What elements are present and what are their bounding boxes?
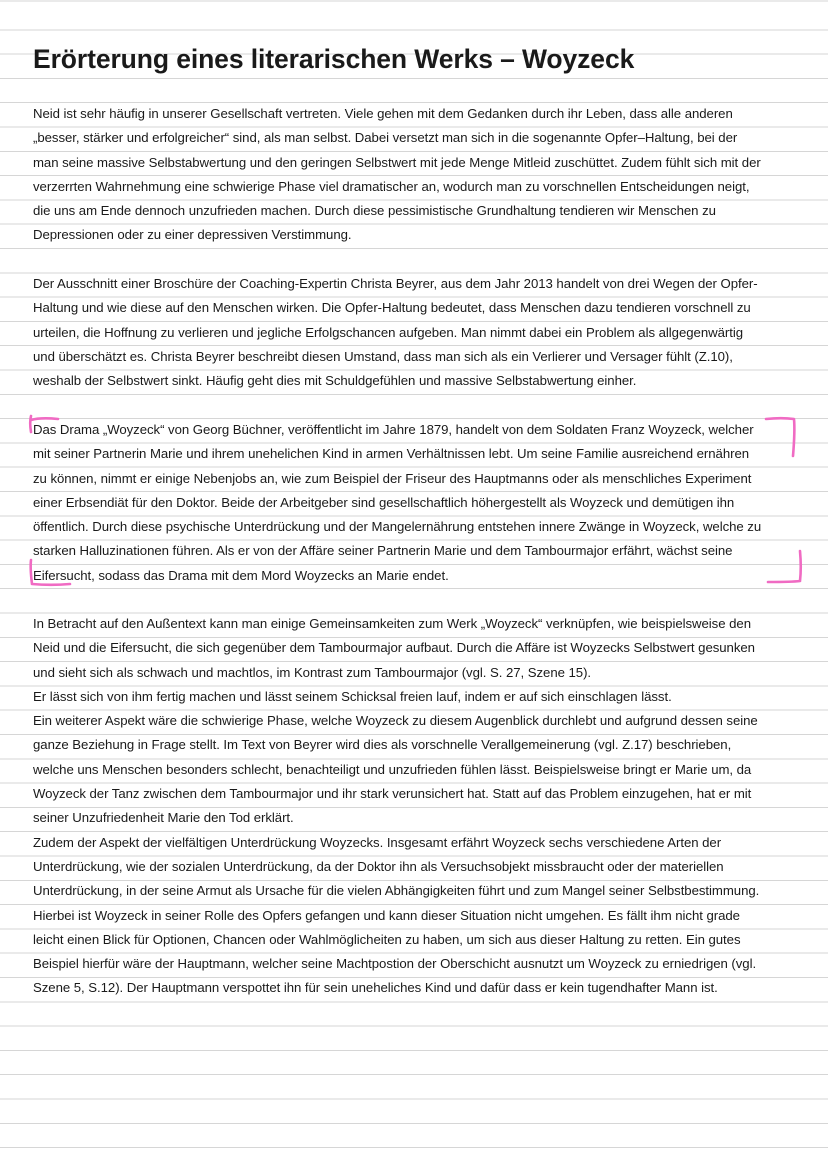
text-line: man seine massive Selbstabwertung und den geringen Selbstwert mit jede Menge Mitleid zuschüttet. Zudem fühlt sich mit der	[33, 154, 761, 170]
text-line: „besser, stärker und erfolgreicher“ sind, als man selbst. Dabei versetzt man sich in die sogenannte Opfer–Haltung, bei der	[33, 130, 738, 146]
text-line: Haltung und wie diese auf den Menschen wirken. Die Opfer-Haltung bedeutet, dass Menschen dazu tendieren vorschnell zu	[33, 300, 751, 316]
text-line: welche uns Menschen besonders schlecht, benachteiligt und unzufrieden fühlen lässt. Beispielsweise bringt er Marie um, da	[33, 761, 752, 777]
text-line: einer Erbsendiät für den Doktor. Beide der Arbeitgeber sind gesellschaftlich höhergestellt als Woyzeck und demütigen ihn	[33, 494, 735, 510]
text-line: öffentlich. Durch diese psychische Unterdrückung und der Mangelernährung entstehen innere Zwänge in Woyzeck, welche zu	[33, 519, 762, 535]
text-line: urteilen, die Hoffnung zu verlieren und jegliche Erfolgschancen aufgeben. Man nimmt dabei ein Problem als allgegenwärtig	[33, 324, 743, 340]
text-line: Ein weiterer Aspekt wäre die schwierige Phase, welche Woyzeck zu diesem Augenblick durchlebt und aufgrund dessen seine	[33, 713, 758, 729]
text-line: ganze Beziehung in Frage stellt. Im Text von Beyrer wird dies als vorschnelle Verallgemeinerung (vgl. Z.17) beschrieben,	[33, 737, 732, 753]
paragraph-woyzeck-summary	[33, 418, 801, 588]
text-line: Der Ausschnitt einer Broschüre der Coaching-Expertin Christa Beyrer, aus dem Jahr 2013 handelt von drei Wegen der Opfer-	[33, 276, 758, 291]
text-line: Hierbei ist Woyzeck in seiner Rolle des Opfers gefangen und kann dieser Situation nicht umgehen. Es fällt ihm nicht grade	[33, 907, 740, 923]
paragraph-beyrer-summary	[33, 272, 801, 393]
text-line: Unterdrückung, wie der sozialen Unterdrückung, da der Doktor ihn als Versuchsobjekt missbraucht oder der materiellen	[33, 858, 724, 874]
text-line: mit seiner Partnerin Marie und ihrem unehelichen Kind in armen Verhältnissen lebt. Um seine Familie ausreichend ernähren	[33, 446, 750, 462]
document-title: Erörterung eines literarischen Werks – Woyzeck	[33, 44, 635, 74]
text-line: starken Halluzinationen führen. Als er von der Affäre seiner Partnerin Marie und dem Tambourmajor erfährt, wächst seine	[33, 543, 733, 559]
text-line: seiner Unzufriedenheit Marie den Tod erklärt.	[33, 810, 294, 826]
text-line: leicht einen Blick für Optionen, Chancen oder Wahlmöglicheiten zu haben, um sich aus dieser Haltung zu retten. Ein gutes	[33, 931, 741, 947]
text-line: und sieht sich als schwach und machtlos, im Kontrast zum Tambourmajor (vgl. S. 27, Szene 15).	[33, 664, 592, 680]
text-line: Beispiel hierfür wäre der Hauptmann, welcher seine Machtpostion der Oberschicht ausnutzt um Woyzeck zu erniedrigen (vgl.	[33, 956, 757, 972]
text-line: verzerrten Wahrnehmung eine schwierige Phase viel dramatischer an, wodurch man zu vorschnellen Entscheidungen neigt,	[33, 178, 750, 194]
text-line: die uns am Ende dennoch unzufrieden machen. Durch diese pessimistische Grundhaltung tendieren wir Menschen zu	[33, 203, 716, 219]
text-line: zu können, nimmt er einige Nebenjobs an, wie zum Beispiel der Friseur des Hauptmanns oder als menschliches Experiment	[33, 470, 752, 486]
text-line: Neid ist sehr häufig in unserer Gesellschaft vertreten. Viele gehen mit dem Gedanken durch ihr Leben, dass alle anderen	[33, 106, 733, 121]
text-line: Depressionen oder zu einer depressiven Verstimmung.	[33, 227, 352, 243]
text-line: Woyzeck der Tanz zwischen dem Tambourmajor und ihr stark verunsichert hat. Statt auf das Problem einzugehen, hat er mit	[33, 786, 752, 802]
text-line: Neid und die Eifersucht, die sich gegenüber dem Tambourmajor aufbaut. Durch die Affäre ist Woyzecks Selbstwert gesunken	[33, 640, 755, 656]
text-line: Er lässt sich von ihm fertig machen und lässt seinem Schicksal freien lauf, indem er auf sich einschlagen lässt.	[33, 688, 672, 704]
text-line: Unterdrückung, in der seine Armut als Ursache für die vielen Abhängigkeiten führt und zum Mangel seiner Selbstbestimmung.	[33, 883, 760, 899]
text-line: Eifersucht, sodass das Drama mit dem Mord Woyzecks an Marie endet.	[33, 567, 449, 583]
text-line: Zudem der Aspekt der vielfältigen Unterdrückung Woyzecks. Insgesamt erfährt Woyzeck sechs verschiedene Arten der	[33, 834, 722, 850]
text-line: Szene 5, S.12). Der Hauptmann verspottet ihn für sein uneheliches Kind und dafür dass er kein tugendhafter Mann ist.	[33, 980, 718, 996]
text-line: und überschätzt es. Christa Beyrer beschreibt diesen Umstand, dass man sich als ein Verlierer und Versager fühlt (Z.10),	[33, 348, 733, 364]
text-line: Das Drama „Woyzeck“ von Georg Büchner, veröffentlicht im Jahre 1879, handelt von dem Soldaten Franz Woyzeck, welcher	[33, 422, 754, 437]
text-line: In Betracht auf den Außentext kann man einige Gemeinsamkeiten zum Werk „Woyzeck“ verknüpfen, wie beispielsweise den	[33, 616, 751, 631]
paragraph-discussion	[33, 612, 801, 1001]
paragraph-intro	[33, 102, 801, 248]
text-line: weshalb der Selbstwert sinkt. Häufig geht dies mit Schuldgefühlen und massive Selbstabwertung einher.	[33, 373, 637, 389]
